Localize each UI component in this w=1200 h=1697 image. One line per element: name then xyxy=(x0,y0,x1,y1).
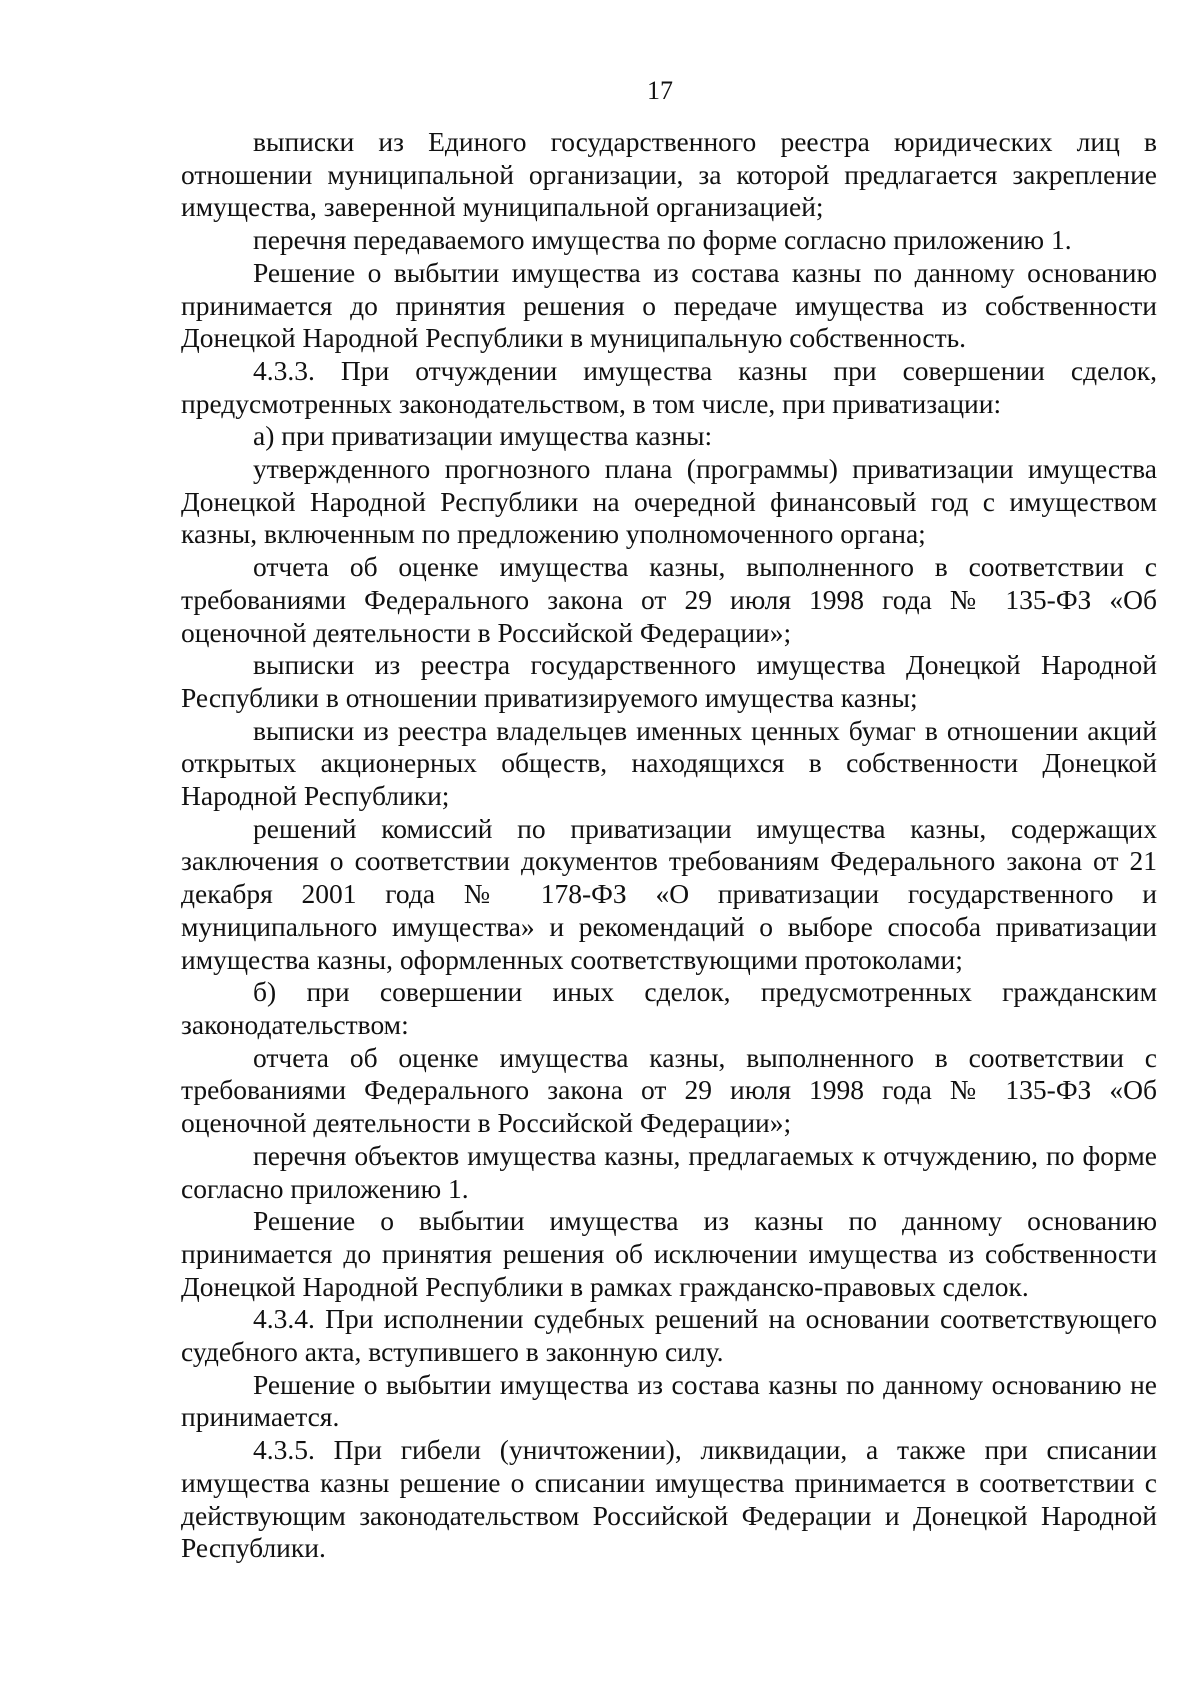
paragraph-15: 4.3.4. При исполнении судебных решений на основании соответствующего судебного акта, вступившего в законную силу. xyxy=(181,1303,1157,1368)
paragraph-1: выписки из Единого государственного реестра юридических лиц в отношении муниципальной организации, за которой предлагается закрепление имущества, заверенной муниципальной организацией; xyxy=(181,126,1157,223)
paragraph-3: Решение о выбытии имущества из состава казны по данному основанию принимается до принятия решения о передаче имущества из собственности Донецкой Народной Республики в муниципальную собственность. xyxy=(181,256,1157,354)
paragraph-7: отчета об оценке имущества казны, выполненного в соответствии с требованиями Федерального закона от 29 июля 1998 года № 135-ФЗ «Об оценочной деятельности в Российской Федерации»; xyxy=(181,551,1157,648)
page-number: 17 xyxy=(647,76,673,105)
paragraph-2: перечня передаваемого имущества по форме согласно приложению 1. xyxy=(253,224,1072,256)
paragraph-10: решений комиссий по приватизации имущества казны, содержащих заключения о соответствии документов требованиям Федерального закона от 21 декабря 2001 года № 178-ФЗ «О приватизации государственного и муниципального имущества» и рекомендаций о выборе способа приватизации имущества казны, оформленных соответствующими протоколами; xyxy=(181,812,1157,975)
document-body xyxy=(181,126,1157,1565)
paragraph-8: выписки из реестра государственного имущества Донецкой Народной Республики в отношении приватизируемого имущества казны; xyxy=(181,649,1157,713)
paragraph-17: 4.3.5. При гибели (уничтожении), ликвидации, а также при списании имущества казны решение о списании имущества принимается в соответствии с действующим законодательством Российской Федерации и Донецкой Народной Республики. xyxy=(181,1434,1157,1564)
paragraph-9: выписки из реестра владельцев именных ценных бумаг в отношении акций открытых акционерных обществ, находящихся в собственности Донецкой Народной Республики; xyxy=(181,714,1157,812)
paragraph-11: б) при совершении иных сделок, предусмотренных гражданским законодательством: xyxy=(181,976,1157,1040)
paragraph-6: утвержденного прогнозного плана (программы) приватизации имущества Донецкой Народной Республики на очередной финансовый год с имуществом казны, включенным по предложению уполномоченного органа; xyxy=(181,453,1157,550)
paragraph-13: перечня объектов имущества казны, предлагаемых к отчуждению, по форме согласно приложению 1. xyxy=(181,1139,1157,1204)
paragraph-4: 4.3.3. При отчуждении имущества казны при совершении сделок, предусмотренных законодательством, в том числе, при приватизации: xyxy=(181,354,1157,419)
paragraph-5: а) при приватизации имущества казны: xyxy=(253,420,713,452)
paragraph-16: Решение о выбытии имущества из состава казны по данному основанию не принимается. xyxy=(181,1368,1157,1433)
paragraph-12: отчета об оценке имущества казны, выполненного в соответствии с требованиями Федерального закона от 29 июля 1998 года № 135-ФЗ «Об оценочной деятельности в Российской Федерации»; xyxy=(181,1041,1157,1139)
paragraph-14: Решение о выбытии имущества из казны по данному основанию принимается до принятия решения об исключении имущества из собственности Донецкой Народной Республики в рамках гражданско-правовых сделок. xyxy=(181,1205,1157,1302)
